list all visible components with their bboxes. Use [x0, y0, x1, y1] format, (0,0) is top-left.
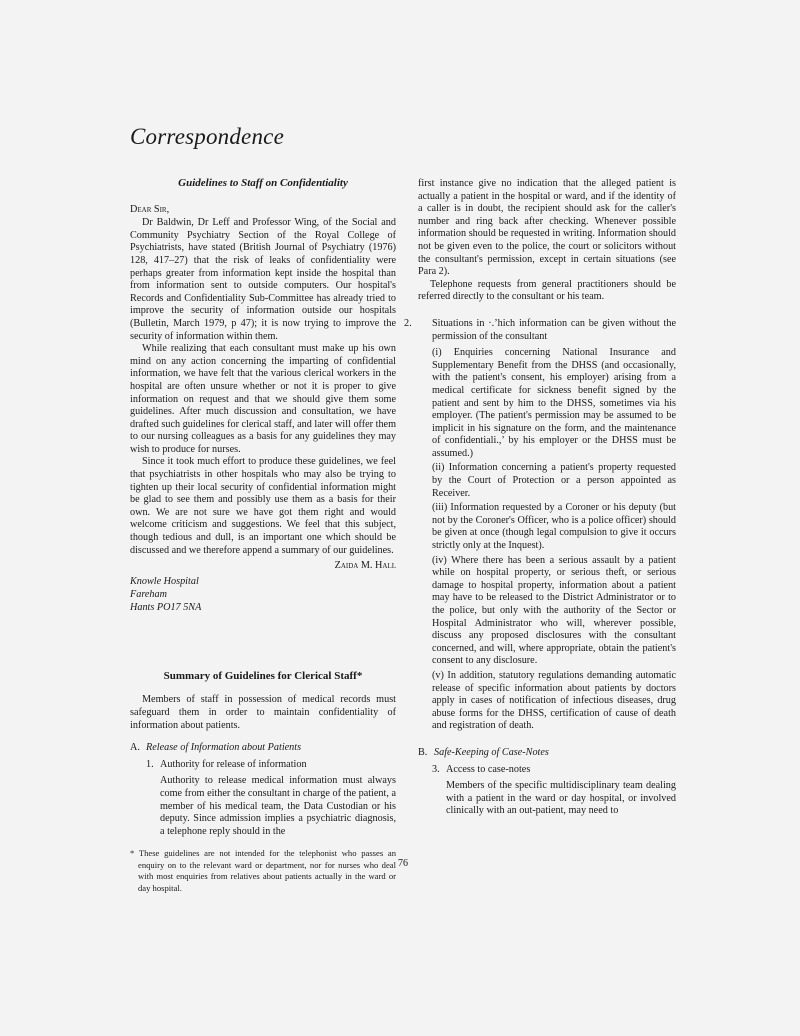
item-2-heading: [404, 317, 676, 343]
item-3-heading: [432, 764, 676, 777]
letter-title: Guidelines to Staff on Confidentiality: [178, 177, 348, 189]
item-3-title: Access to case-notes: [446, 763, 531, 775]
item-1-body-part-1: Authority to release medical information must always come from either the consultant in charge of the patient, a member of his medical team, the Data Custodian or his deputy. Since admission implies a psychiatric diagnosis, a telephone reply should in the: [160, 775, 396, 837]
address-line: Hants PO17 5NA: [130, 601, 202, 613]
address-line: Knowle Hospital: [130, 575, 199, 587]
item-1-body-part-2: first instance give no indication that the alleged patient is actually a patient in the hospital or ward, and if the identity of a caller is in doubt, the recipient should ask for the caller's number and ring back after checking. Whenever possible information should be requested in writing. Information should not be given even to the police, the court or solicitors without the consultant's permission, except in certain situations (see Para 2).: [418, 178, 676, 278]
section-a-letter: A.: [130, 742, 140, 754]
page-number: 76: [398, 858, 408, 869]
item-3-body: Members of the specific multidisciplinary team dealing with a patient in the ward or day hospital, or involved clinically with an out-patient, may need to: [446, 780, 676, 817]
section-a-title: Release of Information about Patients: [146, 742, 302, 754]
item-1-heading: [146, 759, 396, 772]
salutation: Dear Sir,: [130, 203, 170, 215]
item-2-sub-i: (i) Enquiries concerning National Insurance and Supplementary Benefit from the DHSS (and occasionally, with the patient's consent, his employer) arising from a medical certificate for sickness benefit signed by the patient and sent by him to the DHSS, sometimes via his employer. (The patient's permission may be assumed to be implicit in his signature on the form, and the maintenance of confidentiali.,’ by his employer or the DHSS must be assumed.): [432, 347, 676, 459]
right-column: [404, 178, 676, 818]
section-b-title: Safe-Keeping of Case-Notes: [434, 746, 549, 758]
signature: Zaida M. Hall: [334, 560, 396, 572]
left-column: [130, 175, 396, 894]
item-3-number: 3.: [432, 763, 440, 775]
section-b-letter: B.: [418, 746, 428, 758]
item-2-sub-iv: (iv) Where there has been a serious assault by a patient while on hospital property, or serious theft, or serious damage to hospital property, information about a patient may have to be released to the District Administrator or to the police, but only with the authority of the Sector or Hospital Administrator who will, wherever possible, discuss any proposed disclosures with the consultant concerned, and will, where appropriate, obtain the patient's consent to any disclosure.: [432, 554, 676, 667]
item-2-sub-v: (v) In addition, statutory regulations demanding automatic release of specific information about patients by doctors apply in cases of notification of infectious diseases, drug abuse forms for the DHSS, certification of cause of death and registration of death.: [432, 669, 676, 732]
item-1-title: Authority for release of information: [160, 758, 307, 770]
letter-paragraph-1-text: Dr Baldwin, Dr Leff and Professor Wing, of the Social and Community Psychiatry Section of the Royal College of Psychiatrists, have stated (British Journal of Psychiatry (1976) 128, 417–27) that the risk of leaks of confidentiality were perhaps greater from information kept inside the hospital than from information sent to outside computers. Our hospital's Records and Confidentiality Sub-Committee has already tried to improve the security of information outside our hospitals (Bulletin, March 1979, p 47); it is now trying to improve the security of information within them.: [130, 217, 396, 342]
summary-intro: Members of staff in possession of medical records must safeguard them in order to maintain confidentiality of information about patients.: [130, 694, 396, 731]
section-heading: Correspondence: [130, 124, 284, 149]
section-b-heading: [418, 747, 676, 760]
telephone-requests: Telephone requests from general practitioners should be referred directly to the consultant or his team.: [418, 278, 676, 303]
address-block: [130, 575, 396, 614]
item-2-sub-iii: (iii) Information requested by a Coroner or his deputy (but not by the Coroner's Officer, who is a police officer) should be given at once (though legal compulsion to give it occurs strictly only at the Inquest).: [432, 502, 676, 552]
section-a-heading: [130, 742, 396, 755]
letter-paragraph-2: While realizing that each consultant must make up his own mind on any action concerning the imparting of confidential information, we have felt that the various clerical workers in the hospital are often unsure whether or not it is proper to give information on request and that we should give them some guidelines. After much discussion and consultation, we have drafted such guidelines for clerical staff, and later will offer them to our nursing colleagues as a basis for any guidelines they may wish to produce for nurses.: [130, 343, 396, 455]
address-line: Fareham: [130, 588, 167, 600]
summary-title: Summary of Guidelines for Clerical Staff*: [163, 669, 363, 682]
item-2-sub-ii: (ii) Information concerning a patient's property requested by the Court of Protection or a person appointed as Receiver.: [432, 462, 676, 499]
item-2-title: Situations in ·.’hich information can be given without the permission of the consultant: [432, 317, 676, 342]
item-2-list: [432, 347, 676, 733]
letter-paragraph-1: [130, 217, 396, 343]
item-1-number: 1.: [146, 758, 154, 770]
item-2-number: 2.: [404, 317, 412, 329]
footnote: * These guidelines are not intended for the telephonist who passes an enquiry on to the relevant ward or department, nor for nurses who deal with most enquiries from relatives about patients actually in the ward or day hospital.: [130, 848, 396, 893]
letter-paragraph-3: Since it took much effort to produce these guidelines, we feel that psychiatrists in other hospitals who may also be trying to tighten up their local security of confidential information might be glad to see them and possibly use them as a basis for their own. We are not sure we have got them right and would welcome criticism and suggestions. We feel that this subject, though tedious and dull, is an important one which should be discussed and we therefore append a summary of our guidelines.: [130, 456, 396, 556]
